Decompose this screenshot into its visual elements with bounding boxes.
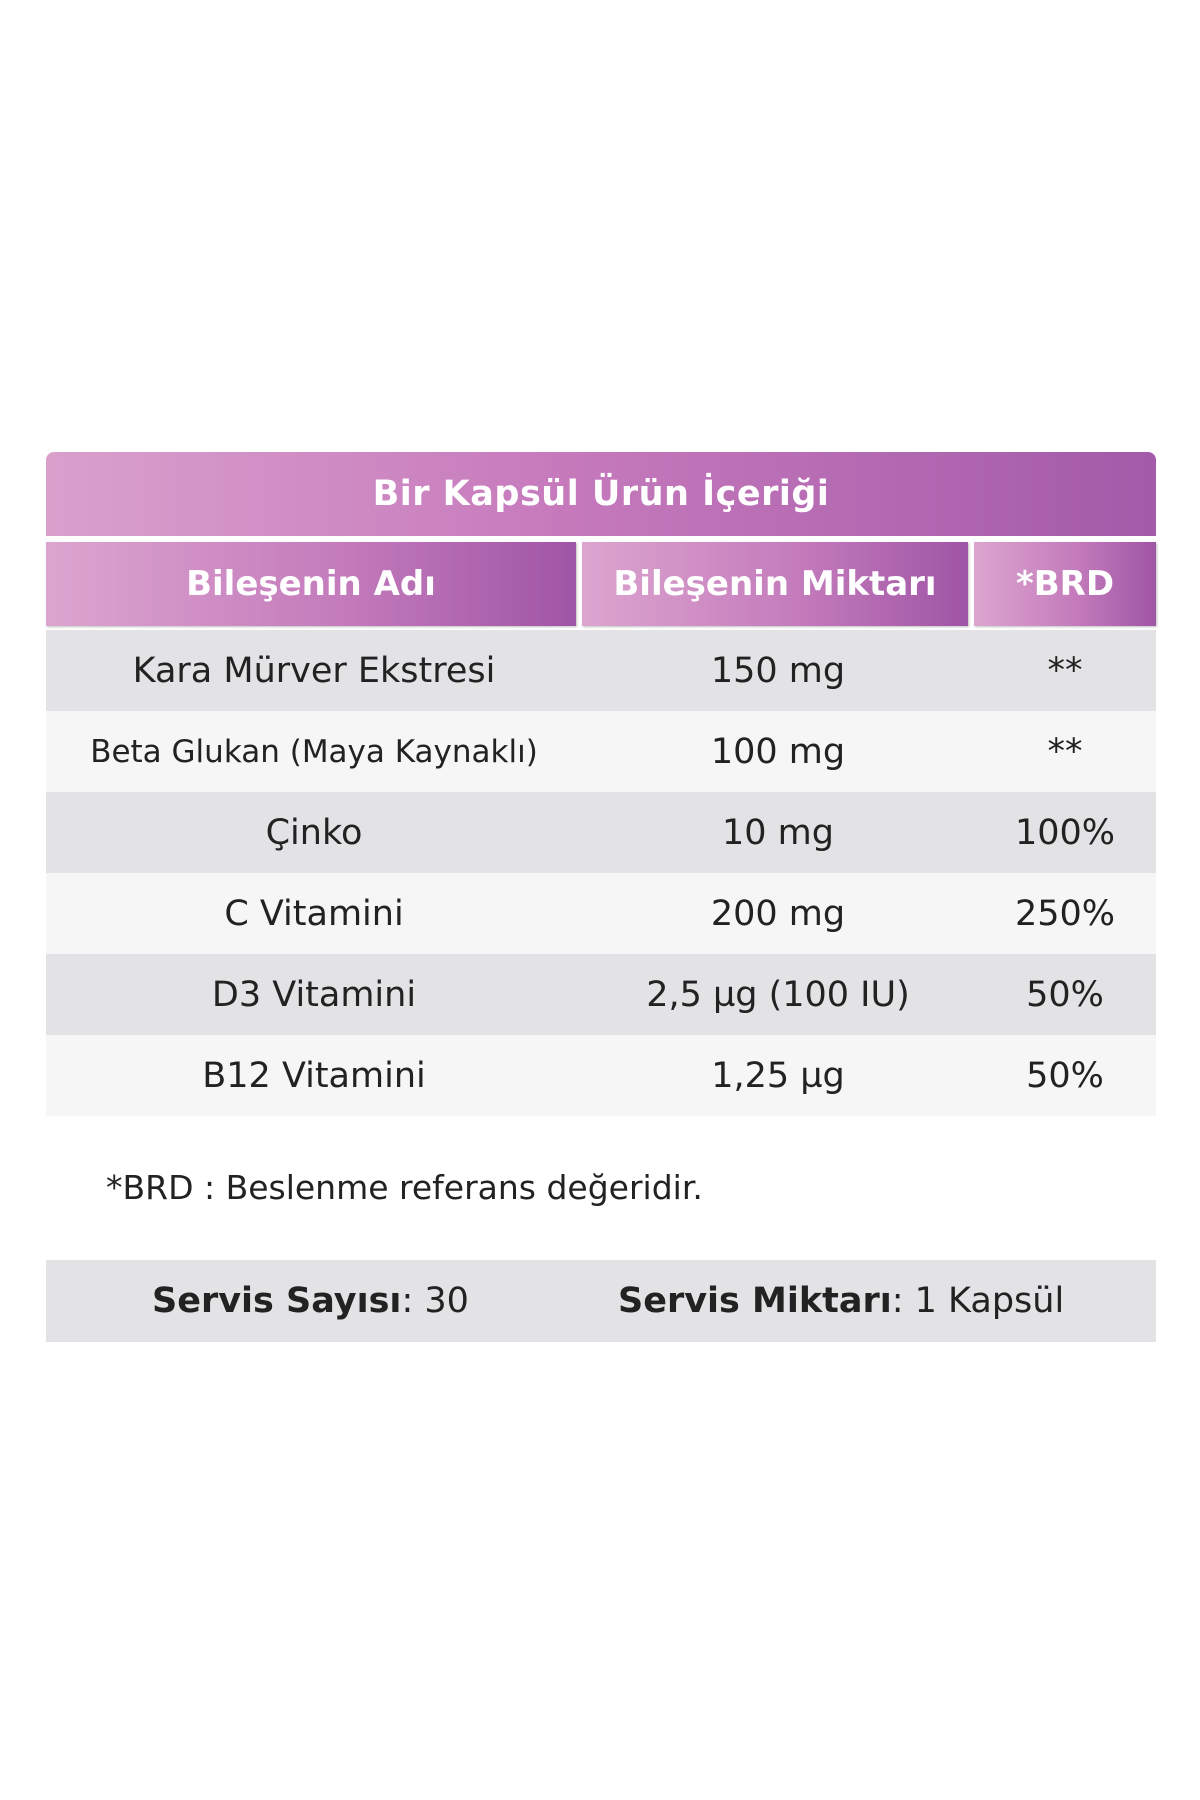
table-row [46, 954, 1156, 1035]
ingredient-brd: ** [1047, 650, 1083, 691]
ingredient-name: D3 Vitamini [211, 974, 417, 1015]
ingredient-name: Beta Glukan (Maya Kaynaklı) [90, 733, 538, 770]
nutrition-table [46, 452, 1156, 1116]
table-row [46, 873, 1156, 954]
ingredient-brd: 250% [1014, 893, 1116, 934]
ingredient-brd: 100% [1014, 812, 1116, 853]
service-amount [618, 1281, 1064, 1321]
service-count-label: Servis Sayısı [152, 1281, 402, 1321]
ingredient-brd: ** [1047, 731, 1083, 772]
brd-footnote: *BRD : Beslenme referans değeridir. [106, 1168, 703, 1207]
table-header-row [46, 542, 1156, 626]
ingredient-name: C Vitamini [224, 893, 404, 934]
table-body [46, 630, 1156, 1116]
header-ingredient-amount: Bileşenin Miktarı [582, 542, 968, 626]
ingredient-amount: 150 mg [710, 650, 846, 691]
ingredient-name: Kara Mürver Ekstresi [132, 650, 496, 691]
table-row [46, 1035, 1156, 1116]
header-brd: *BRD [974, 542, 1156, 626]
ingredient-amount: 1,25 µg [711, 1055, 845, 1096]
table-title: Bir Kapsül Ürün İçeriği [46, 452, 1156, 536]
ingredient-amount: 2,5 µg (100 IU) [646, 974, 910, 1015]
ingredient-amount: 200 mg [710, 893, 846, 934]
ingredient-amount: 100 mg [710, 731, 846, 772]
table-row [46, 792, 1156, 873]
service-amount-value: : 1 Kapsül [891, 1281, 1065, 1321]
ingredient-brd: 50% [1026, 1055, 1104, 1096]
ingredient-name: Çinko [265, 812, 363, 853]
service-info-bar [46, 1260, 1156, 1342]
ingredient-brd: 50% [1026, 974, 1104, 1015]
table-row [46, 630, 1156, 711]
header-ingredient-name: Bileşenin Adı [46, 542, 576, 626]
table-row [46, 711, 1156, 792]
service-amount-label: Servis Miktarı [618, 1281, 892, 1321]
ingredient-amount: 10 mg [722, 812, 834, 853]
service-count-value: : 30 [401, 1281, 469, 1321]
ingredient-name: B12 Vitamini [202, 1055, 426, 1096]
service-count [152, 1281, 469, 1321]
